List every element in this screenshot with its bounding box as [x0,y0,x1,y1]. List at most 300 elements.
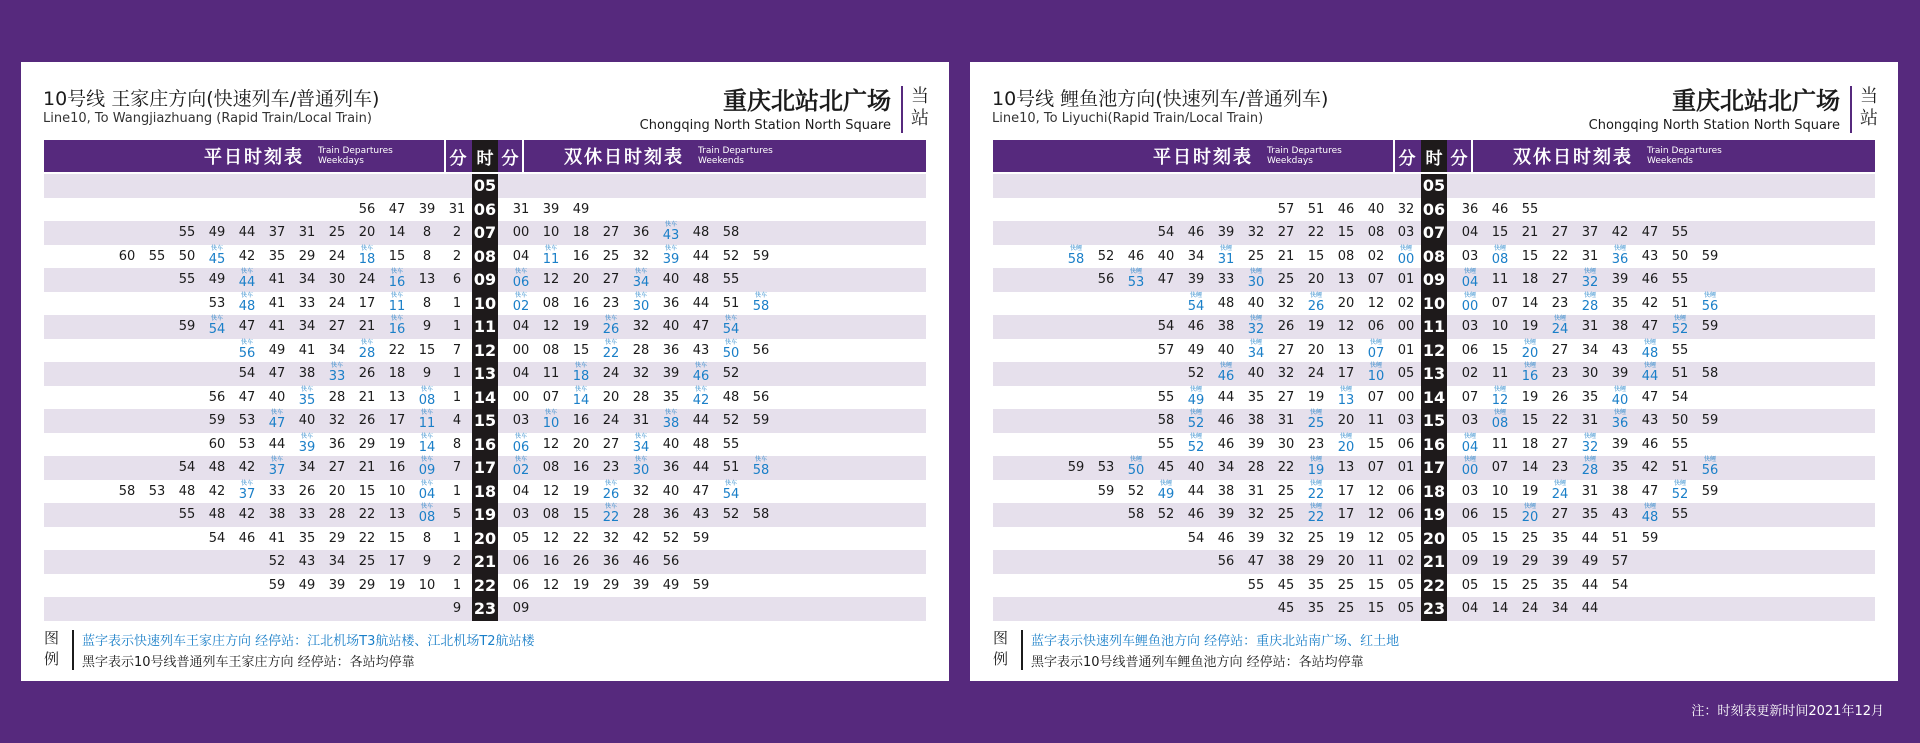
hour-cell: 20 [1421,527,1447,551]
weekend-subtitle: Train Departures Weekends [1647,146,1722,166]
minute: 04 [1461,225,1479,240]
minute: 46 [1187,319,1205,334]
minute: 58 [1157,413,1175,428]
minute: 55 [148,248,166,264]
weekend-title: 双休日时刻表 [564,147,684,168]
weekday-minutes [442,597,472,621]
minute: 50 [1671,413,1689,428]
weekend-minutes [498,362,746,386]
rapid-minute: 快车 39 [656,245,686,269]
table-row [44,386,926,410]
minute: 20 [572,436,590,452]
minute: 46 [1187,507,1205,522]
minute: 44 [1187,483,1205,499]
rapid-minute: 快车 42 [686,386,716,410]
update-note: 注：时刻表更新时间2021年12月 [1691,704,1884,719]
minute: 27 [1551,507,1569,522]
minute: 00 [1397,389,1415,405]
minute: 35 [1611,460,1629,475]
minute: 1 [452,366,462,381]
minute: 07 [1491,295,1509,311]
weekday-minutes [1151,315,1421,339]
table-row [993,480,1875,504]
minute: 16 [572,413,590,428]
minute: 26 [298,483,316,499]
minute: 47 [268,366,286,381]
hour-cell: 09 [472,268,498,292]
rapid-minute: 快鲤 08 [1485,409,1515,433]
minute: 02 [1397,554,1415,569]
minute: 39 [662,366,680,381]
rapid-minute: 快鲤 04 [1455,433,1485,457]
minute: 24 [328,248,346,264]
weekday-minutes [202,527,472,551]
minute: 30 [328,272,346,287]
minute: 22 [1551,248,1569,264]
minute: 53 [148,483,166,499]
rapid-minute: 快鲤 56 [1695,456,1725,480]
weekend-minutes [1447,292,1725,316]
hour-header: 时 [1421,140,1447,172]
minute: 15 [1521,413,1539,428]
timetable-panel-wangjiazhuang [21,62,949,681]
rapid-minute: 快鲤 08 [1485,245,1515,269]
minute: 9 [422,319,432,334]
table-row [993,339,1875,363]
minute: 39 [1187,272,1205,287]
minute: 03 [512,413,530,428]
minute: 12 [542,530,560,546]
minute: 33 [298,295,316,311]
weekend-minutes [498,409,776,433]
minute: 59 [752,248,770,264]
minute: 36 [602,554,620,569]
minute: 16 [572,248,590,264]
minute: 47 [1157,272,1175,287]
minute: 28 [632,342,650,358]
table-row [993,597,1875,621]
station-header [640,86,929,133]
weekend-title: 双休日时刻表 [1513,147,1633,168]
minute: 27 [1277,389,1295,405]
rapid-minute: 快鲤 48 [1635,339,1665,363]
rapid-minute: 快鲤 30 [1241,268,1271,292]
minute: 53 [238,436,256,452]
minute: 22 [358,530,376,546]
rapid-minute: 快车 35 [292,386,322,410]
minute: 44 [1581,577,1599,593]
minute: 25 [1337,577,1355,593]
minute: 6 [452,272,462,287]
minute: 33 [268,483,286,499]
rapid-minute: 快鲤 32 [1575,433,1605,457]
minute: 16 [542,554,560,569]
minute: 15 [388,248,406,264]
minute: 46 [1491,201,1509,217]
minute: 59 [1097,483,1115,499]
minute: 59 [1701,319,1719,334]
table-row [44,339,926,363]
minute: 24 [1307,366,1325,381]
minute: 07 [1367,460,1385,475]
minute: 25 [358,554,376,569]
weekday-minutes [1211,550,1421,574]
minute: 2 [452,225,462,240]
minute: 27 [1277,342,1295,358]
minute: 49 [208,272,226,287]
table-header [44,140,926,172]
minute: 8 [422,295,432,311]
minute: 04 [512,483,530,499]
minute: 22 [388,342,406,358]
weekend-minutes [498,221,746,245]
minute: 48 [692,436,710,452]
minute: 25 [1247,248,1265,264]
legend-local: 黑字表示10号线普通列车鲤鱼池方向 经停站：各站均停靠 [1031,655,1364,670]
minute: 15 [1367,601,1385,616]
minute: 58 [1701,366,1719,381]
minute: 09 [1461,554,1479,569]
minute: 42 [1641,295,1659,311]
minute-header-weekend: 分 [501,148,519,169]
minute: 31 [1581,413,1599,428]
minute: 22 [1307,225,1325,240]
rapid-minute: 快鲤 20 [1331,433,1361,457]
rapid-minute: 快车 47 [262,409,292,433]
minute: 21 [358,389,376,405]
rapid-minute: 快鲤 44 [1635,362,1665,386]
minute: 43 [1641,413,1659,428]
minute: 25 [1337,601,1355,616]
hour-cell: 12 [472,339,498,363]
minute: 17 [388,413,406,428]
minute: 38 [1217,483,1235,499]
minute: 55 [722,436,740,452]
minute: 14 [1491,601,1509,616]
minute: 27 [328,319,346,334]
weekend-minutes [1447,362,1725,386]
minute: 48 [692,225,710,240]
divider [1021,630,1023,670]
rapid-minute: 快车 34 [626,433,656,457]
hour-cell: 21 [472,550,498,574]
minute: 02 [1461,366,1479,381]
minute: 14 [1521,460,1539,475]
minute: 08 [542,295,560,311]
minute: 08 [542,507,560,522]
minute: 20 [1337,554,1355,569]
minute: 23 [1551,460,1569,475]
minute: 25 [1277,507,1295,522]
rapid-minute: 快鲤 32 [1241,315,1271,339]
weekend-minutes [1447,550,1635,574]
minute: 13 [1337,272,1355,287]
minute: 37 [268,225,286,240]
weekday-minutes [1271,597,1421,621]
minute: 07 [1461,389,1479,405]
table-row [44,268,926,292]
rapid-minute: 快鲤 49 [1151,480,1181,504]
minute: 15 [1491,225,1509,240]
rapid-minute: 快鲤 52 [1181,409,1211,433]
minute: 40 [298,413,316,428]
minute: 60 [118,248,136,264]
minute: 39 [1611,436,1629,452]
minute: 51 [1671,366,1689,381]
minute: 00 [512,342,530,358]
minute: 8 [452,436,462,452]
minute: 32 [1277,295,1295,311]
minute: 44 [692,248,710,264]
hour-cell: 14 [472,386,498,410]
hour-cell: 10 [472,292,498,316]
weekday-minutes [262,574,472,598]
legend [993,628,1875,672]
hour-cell: 09 [1421,268,1447,292]
minute: 48 [1217,295,1235,311]
table-row [44,433,926,457]
minute: 53 [238,413,256,428]
minute: 40 [1247,295,1265,311]
minute: 17 [358,295,376,311]
hour-cell: 20 [472,527,498,551]
minute: 38 [1217,319,1235,334]
minute: 44 [692,295,710,311]
hour-cell: 06 [472,198,498,222]
minute: 20 [1307,342,1325,358]
rapid-minute: 快车 33 [322,362,352,386]
minute: 27 [328,460,346,475]
minute: 05 [1397,601,1415,616]
minute: 01 [1397,460,1415,475]
minute: 05 [1397,577,1415,593]
minute: 02 [1367,248,1385,264]
minute: 17 [1337,507,1355,522]
rapid-minute: 快车 50 [716,339,746,363]
rapid-minute: 快车 39 [292,433,322,457]
minute: 15 [1491,507,1509,522]
table-row [44,480,926,504]
weekend-minutes [498,480,746,504]
hour-cell: 11 [472,315,498,339]
rapid-minute: 快鲤 07 [1361,339,1391,363]
minute: 31 [1277,413,1295,428]
panel-title-en: Line10, To Liyuchi(Rapid Train/Local Train) [992,111,1264,126]
hour-cell: 13 [1421,362,1447,386]
minute: 19 [1521,319,1539,334]
rapid-minute: 快鲤 58 [1061,245,1091,269]
weekend-heading [564,140,773,172]
minute: 12 [1367,483,1385,499]
minute: 48 [208,507,226,522]
minute: 34 [298,319,316,334]
minute: 38 [268,507,286,522]
rapid-minute: 快鲤 50 [1121,456,1151,480]
minute: 9 [422,554,432,569]
minute: 32 [1397,201,1415,217]
minute: 03 [1461,483,1479,499]
table-row [44,409,926,433]
weekend-minutes [498,503,776,527]
minute: 9 [452,601,462,616]
table-row [993,198,1875,222]
minute: 42 [238,460,256,475]
minute: 40 [1247,366,1265,381]
minute: 10 [418,577,436,593]
weekday-minutes [1091,268,1421,292]
minute: 12 [542,483,560,499]
minute: 26 [358,413,376,428]
table-row [993,527,1875,551]
rapid-minute: 快车 26 [596,315,626,339]
minute: 41 [298,342,316,358]
rapid-minute: 快车 02 [506,456,536,480]
rapid-minute: 快鲤 00 [1455,456,1485,480]
minute: 22 [358,507,376,522]
minute: 47 [238,319,256,334]
rapid-minute: 快鲤 32 [1575,268,1605,292]
minute: 48 [208,460,226,475]
minute: 27 [602,225,620,240]
rapid-minute: 快车 46 [686,362,716,386]
weekday-minutes [202,433,472,457]
minute: 52 [268,554,286,569]
minute: 59 [268,577,286,593]
minute: 7 [452,342,462,358]
rapid-minute: 快鲤 19 [1301,456,1331,480]
minute: 31 [1581,483,1599,499]
minute: 34 [298,272,316,287]
minute: 46 [238,530,256,546]
weekday-heading [1153,140,1342,172]
minute: 11 [542,366,560,381]
minute: 38 [1277,554,1295,569]
rapid-minute: 快鲤 10 [1361,362,1391,386]
minute: 54 [1611,577,1629,593]
weekend-minutes [1447,245,1725,269]
minute: 15 [1337,225,1355,240]
minute: 19 [388,436,406,452]
rapid-minute: 快鲤 53 [1121,268,1151,292]
weekday-minutes [172,315,472,339]
minute: 18 [1521,436,1539,452]
minute: 27 [1551,436,1569,452]
station-name-cn: 重庆北站北广场 [723,87,891,115]
rapid-minute: 快车 54 [716,315,746,339]
hour-cell: 18 [1421,480,1447,504]
rapid-minute: 快车 08 [412,503,442,527]
minute: 31 [512,201,530,217]
rapid-minute: 快鲤 24 [1545,315,1575,339]
table-row [44,574,926,598]
minute: 43 [298,554,316,569]
hour-cell: 19 [472,503,498,527]
minute: 09 [512,601,530,616]
table-row [44,503,926,527]
minute: 34 [298,460,316,475]
minute: 29 [1307,554,1325,569]
minute: 21 [358,460,376,475]
weekend-minutes [1447,433,1695,457]
minute: 40 [1367,201,1385,217]
table-row [993,315,1875,339]
table-row [993,574,1875,598]
minute: 55 [1671,507,1689,522]
minute: 28 [328,507,346,522]
minute: 28 [632,507,650,522]
rapid-minute: 快车 16 [382,268,412,292]
minute: 15 [358,483,376,499]
minute: 10 [388,483,406,499]
minute: 20 [1337,413,1355,428]
minute: 38 [1611,483,1629,499]
rapid-minute: 快鲤 24 [1545,480,1575,504]
rapid-minute: 快车 04 [412,480,442,504]
hour-cell: 22 [1421,574,1447,598]
table-row [44,456,926,480]
table-row [44,198,926,222]
hour-header: 时 [472,140,498,172]
minute: 35 [298,530,316,546]
weekday-minutes [1151,339,1421,363]
station-name-en: Chongqing North Station North Square [639,118,891,133]
weekend-minutes [1447,315,1725,339]
minute: 19 [1337,530,1355,546]
minute: 57 [1277,201,1295,217]
minute: 32 [1277,530,1295,546]
weekend-minutes [498,315,746,339]
table-row [993,456,1875,480]
divider [901,86,903,133]
minute: 49 [1187,342,1205,358]
panel-title-cn: 10号线 王家庄方向(快速列车/普通列车) [43,88,380,110]
minute: 40 [662,319,680,334]
weekday-minutes [172,503,472,527]
weekend-minutes [498,198,596,222]
minute: 22 [1551,413,1569,428]
rapid-minute: 快鲤 56 [1695,292,1725,316]
weekday-minutes [232,339,472,363]
rapid-minute: 快鲤 54 [1181,292,1211,316]
weekend-minutes [1447,574,1635,598]
minute: 32 [632,366,650,381]
minute: 17 [388,554,406,569]
table-row [993,362,1875,386]
minute: 06 [1397,507,1415,522]
minute: 59 [1701,248,1719,264]
minute: 43 [692,507,710,522]
minute: 26 [572,554,590,569]
station-side-label: 当站 [911,86,929,129]
table-row [44,292,926,316]
minute: 51 [1671,295,1689,311]
minute: 21 [1277,248,1295,264]
minute: 39 [1247,436,1265,452]
rapid-minute: 快鲤 12 [1485,386,1515,410]
minute: 27 [602,272,620,287]
minute: 47 [692,319,710,334]
weekend-minutes [1447,597,1605,621]
weekend-minutes [498,292,776,316]
weekday-subtitle: Train Departures Weekdays [318,146,393,166]
rapid-minute: 快鲤 00 [1455,292,1485,316]
minute: 46 [1127,248,1145,264]
minute: 06 [1397,436,1415,452]
minute: 38 [1247,413,1265,428]
weekday-title: 平日时刻表 [1153,147,1253,168]
minute: 07 [542,389,560,405]
minute: 54 [1157,225,1175,240]
